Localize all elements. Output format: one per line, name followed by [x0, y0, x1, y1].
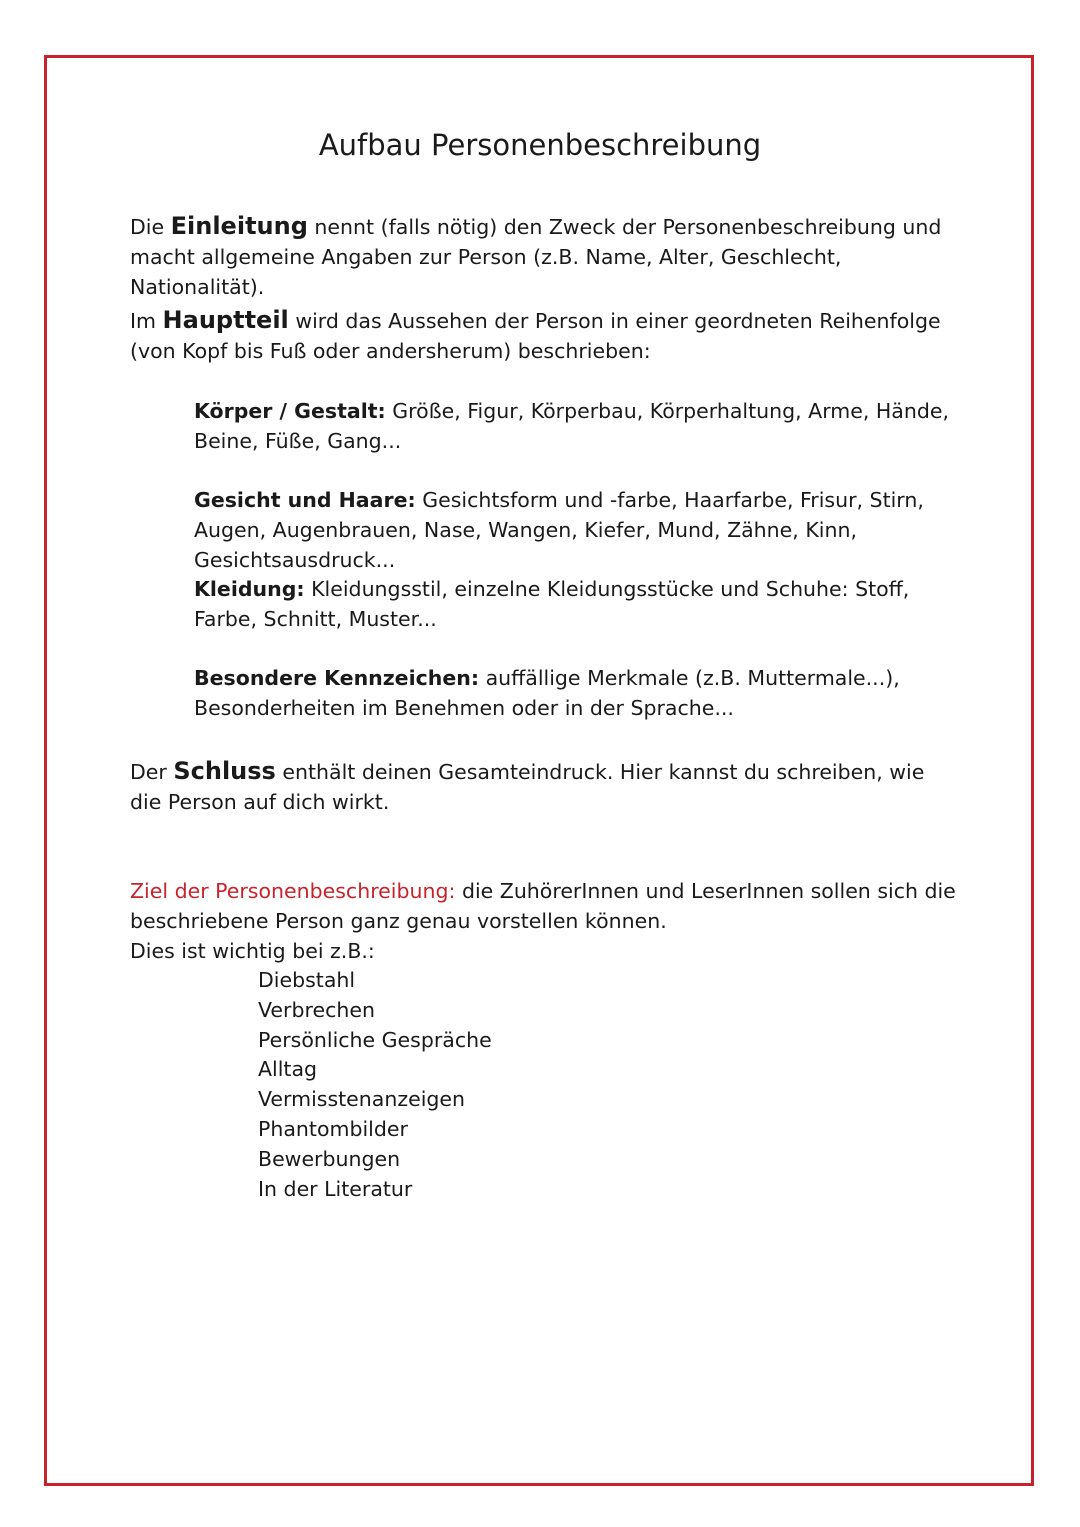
feature-item-label: Kleidung: — [194, 577, 305, 601]
feature-item-label: Besondere Kennzeichen: — [194, 666, 480, 690]
conclusion-text: enthält deinen Gesamteindruck. Hier kannst du schreiben, wie die Person auf dich wirkt. — [130, 760, 925, 814]
feature-item-label: Körper / Gestalt: — [194, 399, 386, 423]
goal-text: die ZuhörerInnen und LeserInnen sollen sich die beschriebene Person ganz genau vorstellen können. — [130, 879, 956, 933]
feature-item-special — [194, 663, 964, 723]
list-item: Diebstahl — [258, 968, 356, 992]
list-item: Alltag — [258, 1057, 318, 1082]
page-title: Aufbau Personenbeschreibung — [318, 128, 762, 162]
conclusion-keyword: Schluss — [173, 757, 276, 785]
uses-list — [258, 966, 492, 1204]
main-text: wird das Aussehen der Person in einer geordneten Reihenfolge (von Kopf bis Fuß oder andersherum) beschrieben: — [130, 309, 941, 363]
main-keyword: Hauptteil — [162, 306, 289, 334]
feature-item-clothing — [194, 574, 964, 634]
intro-lead: Die — [130, 215, 165, 239]
feature-item-label: Gesicht und Haare: — [194, 488, 416, 512]
feature-item-text: Gesichtsform und -farbe, Haarfarbe, Frisur, Stirn, Augen, Augenbrauen, Nase, Wangen, Kiefer, Mund, Zähne, Kinn, Gesichtsausdruck... — [194, 488, 924, 572]
intro-keyword: Einleitung — [170, 212, 308, 240]
intro-text: nennt (falls nötig) den Zweck der Personenbeschreibung und macht allgemeine Angaben zur Person (z.B. Name, Alter, Geschlecht, Nationalität). — [130, 215, 942, 299]
list-item: Verbrechen — [258, 997, 375, 1022]
list-item: Persönliche Gespräche — [258, 1027, 492, 1052]
goal-paragraph — [130, 876, 960, 966]
main-lead: Im — [130, 309, 157, 333]
list-item: Phantombilder — [258, 1116, 408, 1141]
goal-important: Dies ist wichtig bei z.B.: — [130, 939, 375, 963]
conclusion-lead: Der — [130, 760, 167, 784]
feature-item-text: Größe, Figur, Körperbau, Körperhaltung, Arme, Hände, Beine, Füße, Gang... — [194, 399, 949, 453]
list-item: Bewerbungen — [258, 1146, 401, 1171]
feature-item-face — [194, 485, 964, 575]
feature-item-body — [194, 396, 964, 456]
list-item: In der Literatur — [258, 1176, 413, 1201]
goal-label: Ziel der Personenbeschreibung: — [130, 879, 456, 903]
main-paragraph — [130, 305, 960, 366]
intro-paragraph — [130, 211, 960, 302]
list-item: Vermisstenanzeigen — [258, 1087, 466, 1112]
conclusion-paragraph — [130, 756, 960, 817]
feature-item-text: auffällige Merkmale (z.B. Muttermale...), Besonderheiten im Benehmen oder in der Sprache... — [194, 666, 900, 720]
feature-item-text: Kleidungsstil, einzelne Kleidungsstücke und Schuhe: Stoff, Farbe, Schnitt, Muster... — [194, 577, 910, 631]
